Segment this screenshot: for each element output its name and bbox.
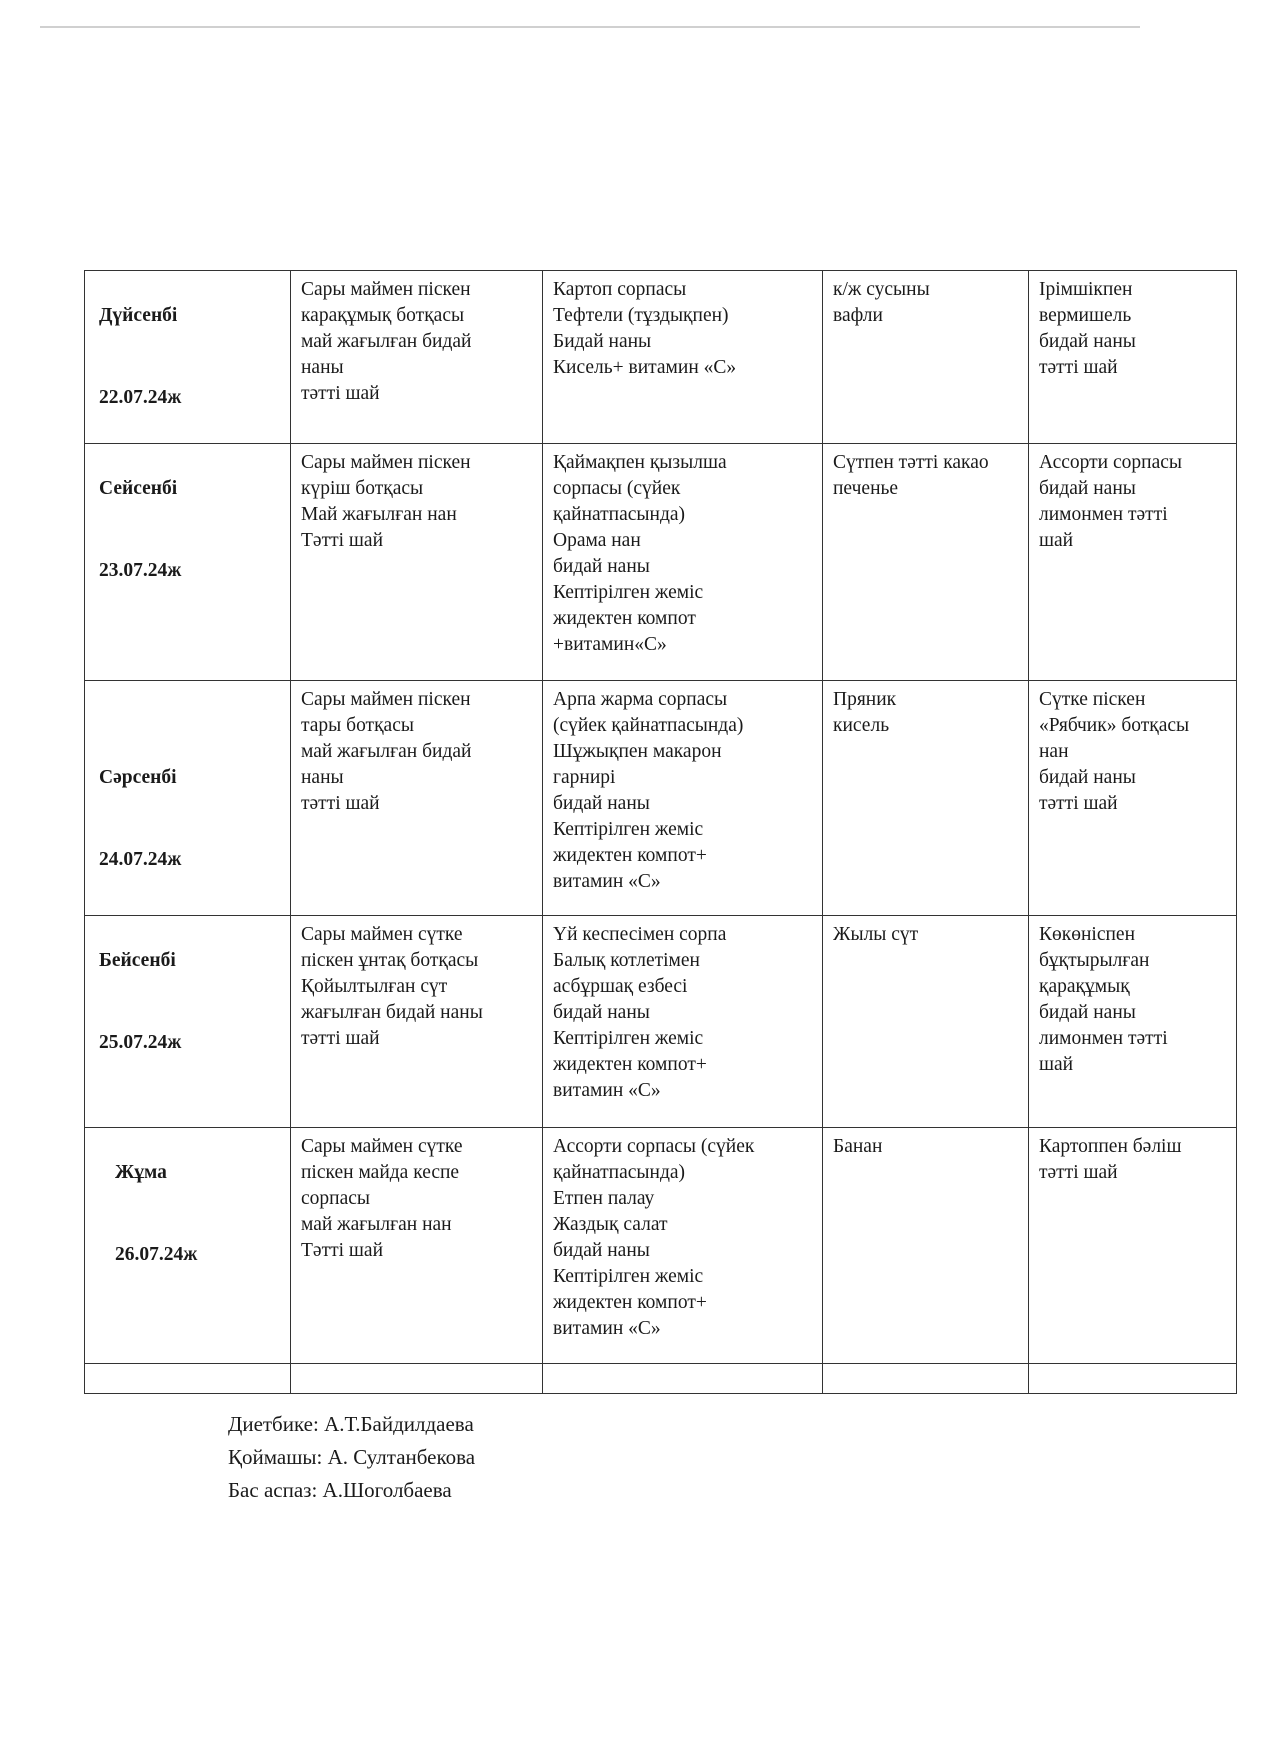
storekeeper-line: Қоймашы: А. Султанбекова	[228, 1445, 476, 1469]
table-row	[85, 1128, 1237, 1364]
day-cell	[85, 681, 291, 916]
snack-cell: Сүтпен тәтті какао печенье	[823, 444, 1029, 681]
table-row	[85, 916, 1237, 1128]
empty-cell	[823, 1364, 1029, 1394]
table-row	[85, 681, 1237, 916]
scan-edge-line	[40, 26, 1140, 28]
day-name: Бейсенбі	[99, 950, 176, 971]
day-name: Жұма	[115, 1162, 167, 1183]
day-name: Дүйсенбі	[99, 305, 178, 326]
dietitian-line: Диетбике: А.Т.Байдилдаева	[228, 1412, 474, 1436]
day-date: 26.07.24ж	[115, 1244, 198, 1265]
weekly-menu-table	[84, 270, 1237, 1394]
day-cell	[85, 444, 291, 681]
dinner-cell: Сүтке піскен «Рябчик» ботқасы нан бидай наны тәтті шай	[1029, 681, 1237, 916]
dinner-cell: Картоппен бәліш тәтті шай	[1029, 1128, 1237, 1364]
empty-cell	[1029, 1364, 1237, 1394]
head-cook-line: Бас аспаз: А.Шоголбаева	[228, 1478, 452, 1502]
day-date: 22.07.24ж	[99, 387, 182, 408]
lunch-cell: Қаймақпен қызылша сорпасы (сүйек қайнатпасында) Орама нан бидай наны Кептірілген жеміс жидектен компот +витамин«С»	[543, 444, 823, 681]
day-date: 23.07.24ж	[99, 560, 182, 581]
breakfast-cell: Сары маймен сүтке піскен майда кеспе сорпасы май жағылған нан Тәтті шай	[291, 1128, 543, 1364]
snack-cell: Пряник кисель	[823, 681, 1029, 916]
dinner-cell: Көкөніспен бұқтырылған қарақұмық бидай наны лимонмен тәтті шай	[1029, 916, 1237, 1128]
day-date: 25.07.24ж	[99, 1032, 182, 1053]
dinner-cell: Ірімшікпен вермишель бидай наны тәтті шай	[1029, 271, 1237, 444]
empty-cell	[543, 1364, 823, 1394]
table-row-empty	[85, 1364, 1237, 1394]
day-cell	[85, 1128, 291, 1364]
snack-cell: Банан	[823, 1128, 1029, 1364]
empty-cell	[85, 1364, 291, 1394]
snack-cell: к/ж сусыны вафли	[823, 271, 1029, 444]
table-row	[85, 271, 1237, 444]
day-date: 24.07.24ж	[99, 849, 182, 870]
breakfast-cell: Сары маймен піскен күріш ботқасы Май жағылған нан Тәтті шай	[291, 444, 543, 681]
snack-cell: Жылы сүт	[823, 916, 1029, 1128]
empty-cell	[291, 1364, 543, 1394]
breakfast-cell: Сары маймен піскен тары ботқасы май жағылған бидай наны тәтті шай	[291, 681, 543, 916]
lunch-cell: Картоп сорпасы Тефтели (тұздықпен) Бидай наны Кисель+ витамин «С»	[543, 271, 823, 444]
breakfast-cell: Сары маймен піскен карақұмық ботқасы май жағылған бидай наны тәтті шай	[291, 271, 543, 444]
lunch-cell: Ассорти сорпасы (сүйек қайнатпасында) Етпен палау Жаздық салат бидай наны Кептірілген жеміс жидектен компот+ витамин «С»	[543, 1128, 823, 1364]
breakfast-cell: Сары маймен сүтке піскен ұнтақ ботқасы Қойылтылған сүт жағылған бидай наны тәтті шай	[291, 916, 543, 1128]
signature-block	[228, 1408, 475, 1507]
dinner-cell: Ассорти сорпасы бидай наны лимонмен тәтті шай	[1029, 444, 1237, 681]
lunch-cell: Арпа жарма сорпасы (сүйек қайнатпасында) Шұжықпен макарон гарнирі бидай наны Кептірілген жеміс жидектен компот+ витамин «С»	[543, 681, 823, 916]
day-cell	[85, 916, 291, 1128]
table-row	[85, 444, 1237, 681]
day-cell	[85, 271, 291, 444]
day-name: Сәрсенбі	[99, 767, 177, 788]
day-name: Сейсенбі	[99, 478, 178, 499]
lunch-cell: Үй кеспесімен сорпа Балық котлетімен асбұршақ езбесі бидай наны Кептірілген жеміс жидектен компот+ витамин «С»	[543, 916, 823, 1128]
